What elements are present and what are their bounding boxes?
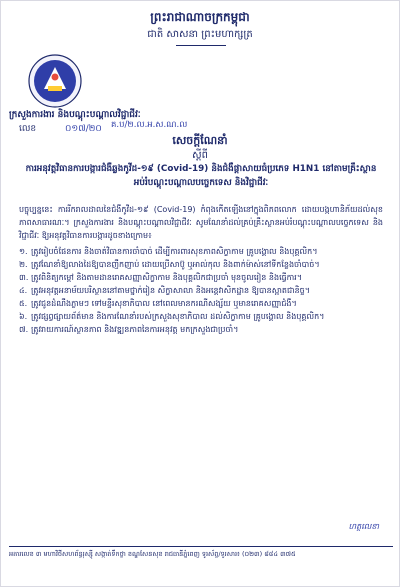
motto-separator	[176, 45, 226, 46]
instruction-text: ត្រូវពិនិត្យកម្តៅ និងតាមដានរោគសញ្ញាសិក្ខាកាម និងបុគ្គលិកជាប្រចាំ មុនចូលរៀន និងធ្វើការ។	[31, 273, 303, 282]
instruction-number: ៣.	[19, 273, 29, 282]
instruction-text: ត្រូវផ្សព្វផ្សាយព័ត៌មាន និងការណែនាំរបស់ក្រសួងសុខាភិបាល ដល់សិក្ខាកាម គ្រូបង្គោល និងបុគ្គលិក។	[31, 312, 325, 321]
notice-body	[19, 203, 383, 336]
instruction-item	[19, 310, 383, 323]
instruction-item	[19, 284, 383, 297]
intro-paragraph: បច្ចុប្បន្ននេះ ការរីករាលដាលនៃជំងឺកូវីដ-១៩ (Covid-19) កំពុងកើតឡើងនៅក្នុងពិភពលោក ដោយបង្កហានិភ័យដល់សុខភាពសាធារណៈ។ ក្រសួងការងារ និងបណ្តុះបណ្តាលវិជ្ជាជីវៈ សូមណែនាំដល់គ្រប់គ្រឹះស្ថានអប់រំបណ្តុះបណ្តាលបច្ចេកទេស និងវិជ្ជាជីវៈ ឱ្យអនុវត្តវិធានការបង្ការដូចខាងក្រោម៖	[19, 205, 383, 240]
instruction-text: ត្រូវអនុវត្តអនាម័យបរិស្ថាននៅតាមថ្នាក់រៀន សិក្ខាសាលា និងអន្តេវាសិកដ្ឋាន ឱ្យបានស្អាតជានិច្ច។	[31, 286, 311, 295]
instruction-text: ត្រូវណែនាំឱ្យលាងដៃឱ្យបានញឹកញាប់ ដោយប្រើសាប៊ូ ឬអាល់កុល និងពាក់ម៉ាស់នៅទីកន្លែងចាំបាច់។	[31, 260, 320, 269]
instruction-number: ៧.	[19, 325, 29, 334]
notice-heading: ការអនុវត្តវិធានការបង្ការជំងឺឆ្លងកូវីដ-១៩ (Covid-19) និងជំងឺផ្តាសាយធំប្រភេទ H1N1 នៅតាមគ្រឹះស្ថានអប់រំបណ្តុះបណ្តាលបច្ចេកទេស និងវិជ្ជាជីវៈ	[25, 164, 377, 188]
instruction-number: ៤.	[19, 286, 28, 295]
signature-mark: ហត្ថលេខា	[348, 522, 379, 531]
ministry-name: ក្រសួងការងារ និងបណ្តុះបណ្តាលវិជ្ជាជីវៈ	[9, 110, 141, 120]
instruction-text: ត្រូវរៀបចំផែនការ និងចាត់វិធានការចាំបាច់ ដើម្បីការពារសុខភាពសិក្ខាកាម គ្រូបង្គោល និងបុគ្គលិក។	[31, 247, 318, 256]
instruction-item	[19, 271, 383, 284]
notice-title: សេចក្តីណែនាំ	[172, 134, 228, 147]
instruction-item	[19, 297, 383, 310]
footer-address: អគារលេខ ៣ មហាវិថីសហព័ន្ធរុស្ស៊ី សង្កាត់ទឹកថ្លា ខណ្ឌសែនសុខ រាជធានីភ្នំពេញ ទូរស័ព្ទ/ទូរសារ៖ (០២៣) ៨៨៤ ៣៧៥	[9, 550, 296, 558]
reference-number: ០១៧/២០	[65, 124, 102, 134]
national-motto: ជាតិ សាសនា ព្រះមហាក្សត្រ	[147, 29, 253, 40]
notice-subtitle: ស្តីពី	[192, 150, 208, 161]
instruction-text: ត្រូវរាយការណ៍ស្ថានភាព និងវឌ្ឍនភាពនៃការអនុវត្ត មកក្រសួងជាប្រចាំ។	[31, 325, 239, 334]
instruction-number: ១.	[19, 247, 28, 256]
kingdom-title: ព្រះរាជាណាចក្រកម្ពុជា	[150, 10, 250, 24]
instruction-number: ៥.	[19, 299, 28, 308]
instruction-number: ២.	[19, 260, 28, 269]
instructions-list	[19, 245, 383, 336]
instruction-item	[19, 323, 383, 336]
instruction-text: ត្រូវជូនដំណឹងភ្លាមៗ ទៅមន្ទីរសុខាភិបាល នៅពេលមានករណីសង្ស័យ ឬមានរោគសញ្ញាជំងឺ។	[31, 299, 297, 308]
instruction-item	[19, 258, 383, 271]
ministry-logo-icon	[27, 53, 83, 109]
instruction-number: ៦.	[19, 312, 28, 321]
instruction-item	[19, 245, 383, 258]
footer-separator	[9, 546, 393, 547]
reference-suffix: គ.ប/២.ល.អ.ស.ណ.ល	[111, 120, 188, 130]
reference-label: លេខ	[19, 124, 37, 134]
